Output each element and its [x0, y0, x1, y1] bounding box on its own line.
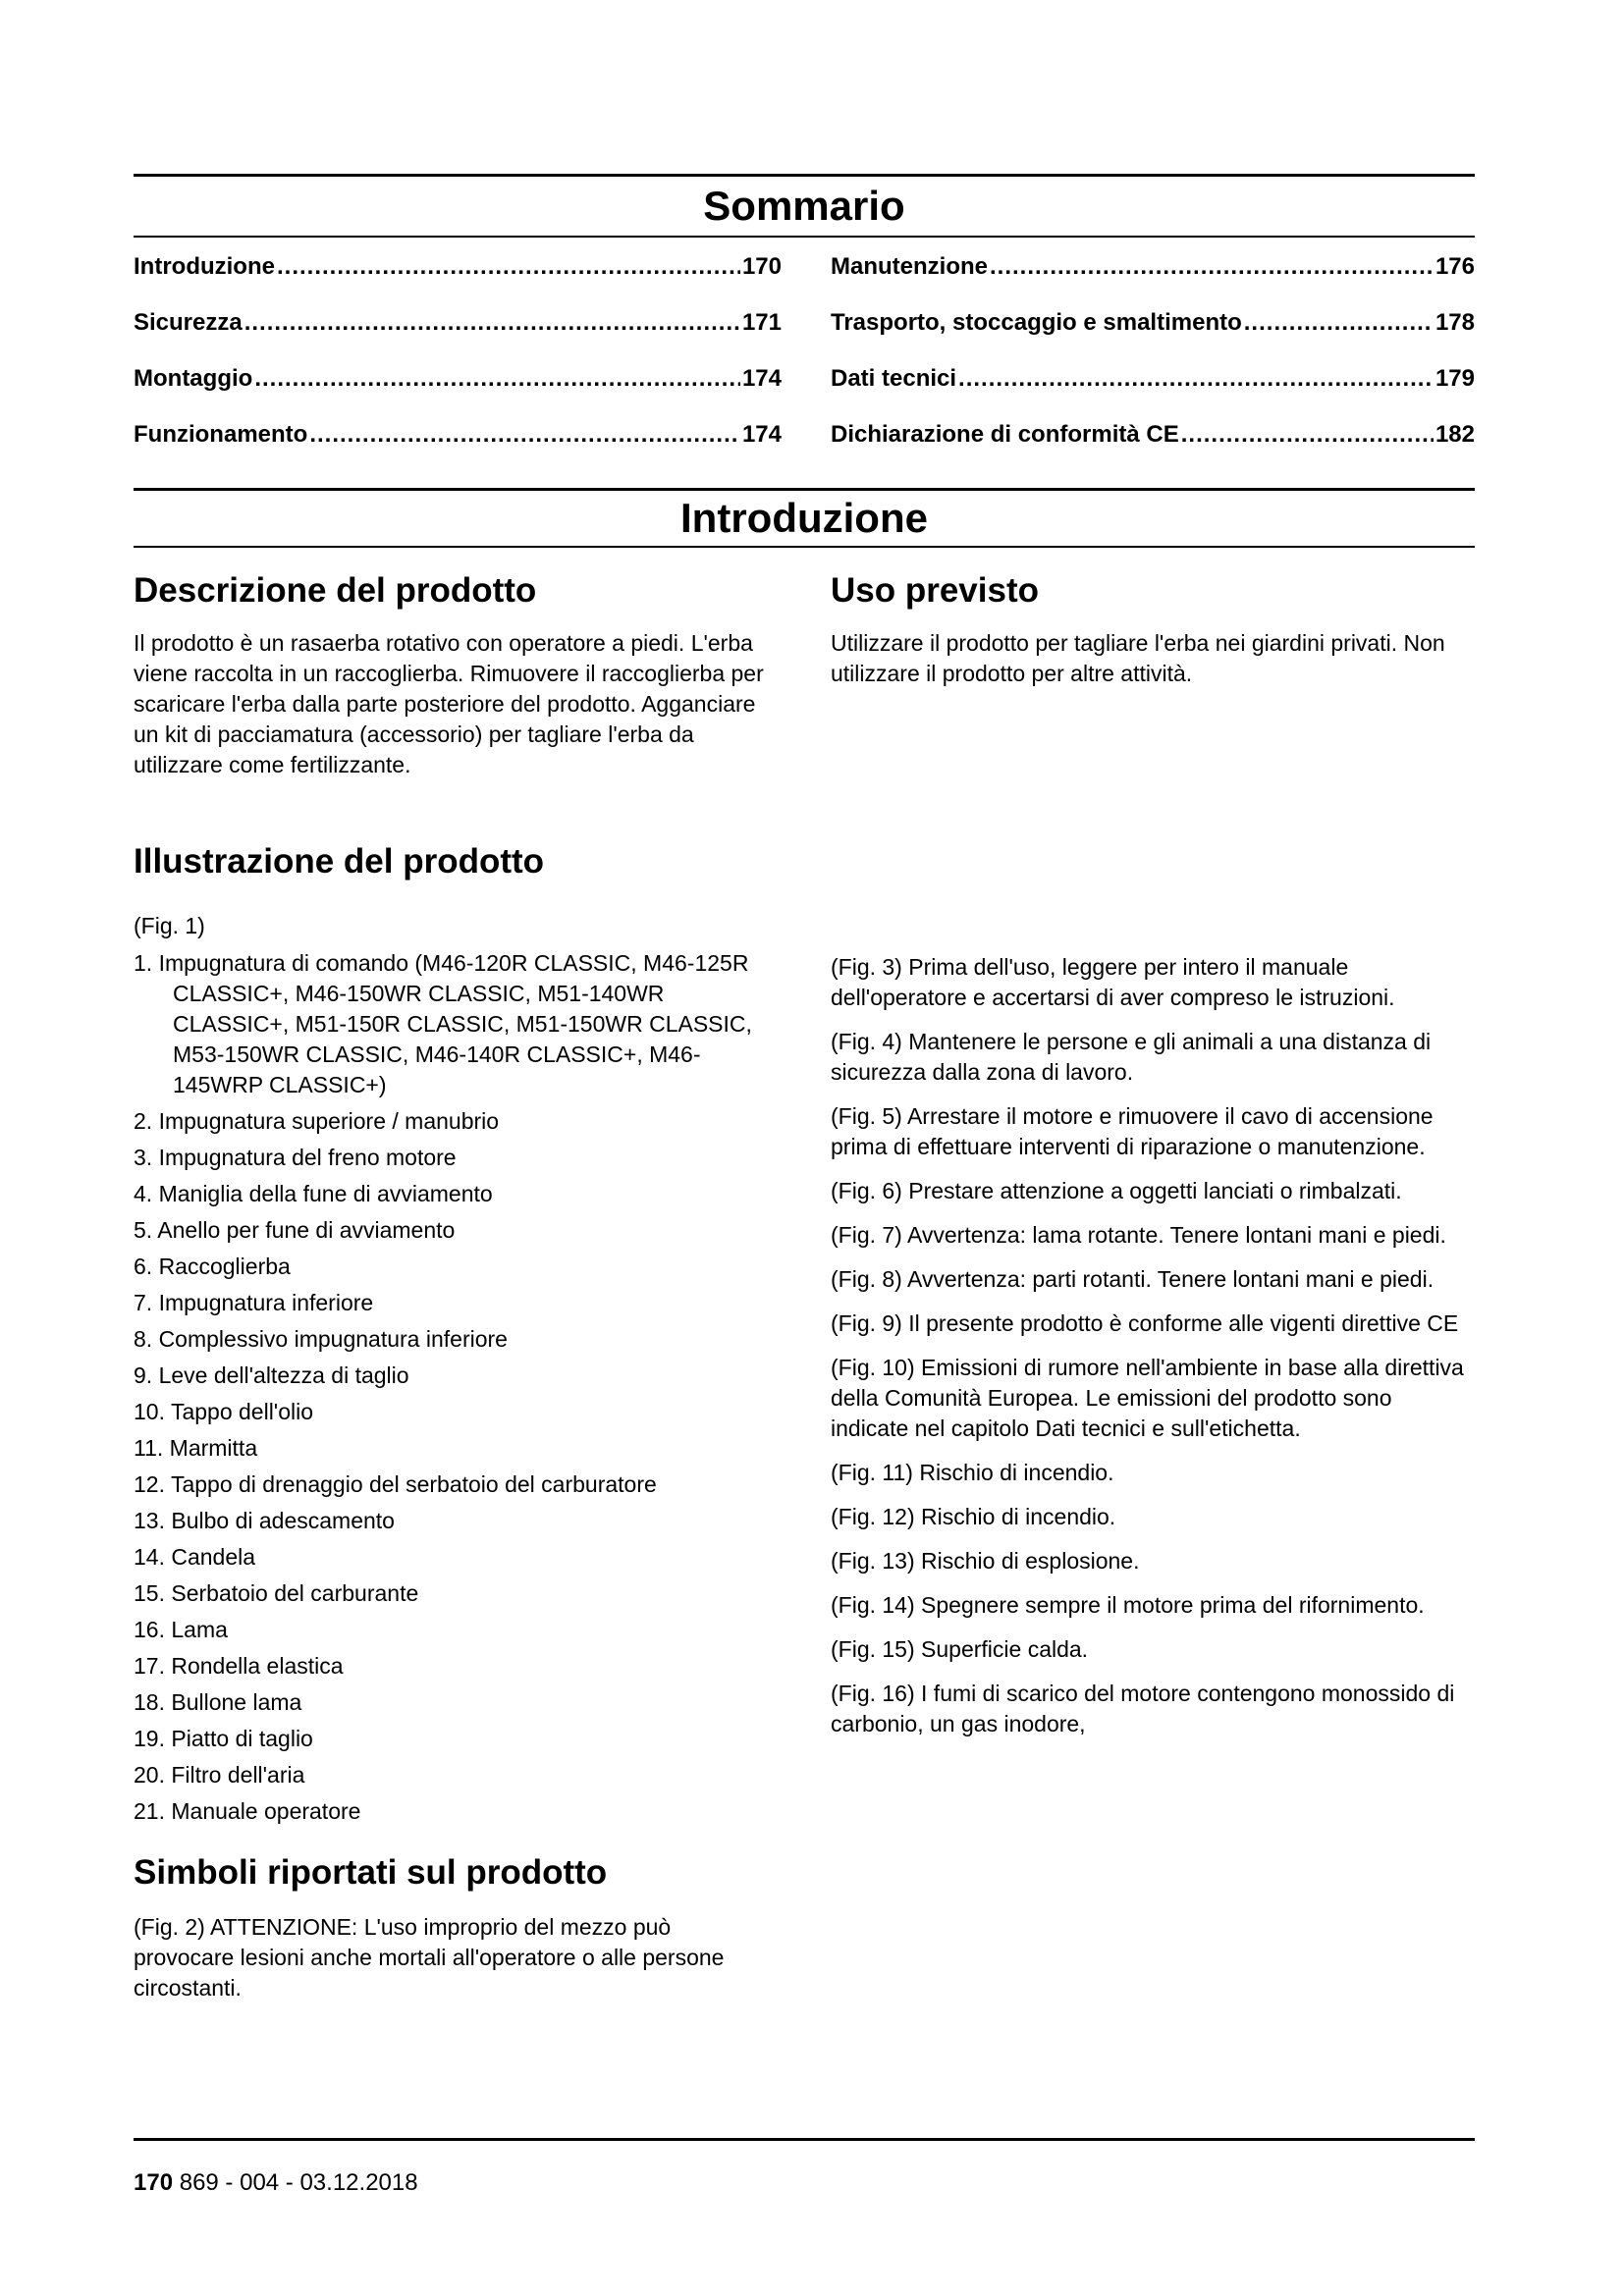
symbol-entry: [831, 952, 1475, 1013]
toc-label: Manutenzione: [831, 253, 988, 280]
footer-rule: [134, 2138, 1475, 2141]
symbol-fig-ref: (Fig. 13): [831, 1548, 915, 1574]
part-item: 2. Impugnatura superiore / manubrio: [134, 1108, 500, 1134]
intro-title: Introduzione: [680, 495, 928, 541]
symbol-entry: [831, 1590, 1475, 1621]
page-footer: [134, 2169, 418, 2197]
illustration-heading: Illustrazione del prodotto: [134, 842, 545, 881]
symbol-fig-ref: (Fig. 9): [831, 1310, 902, 1336]
part-item: 11. Marmitta: [134, 1435, 258, 1461]
toc-leader: [254, 365, 740, 393]
toc-page: 179: [1435, 365, 1475, 392]
toc-label: Sicurezza: [134, 309, 243, 336]
symbol-entry: [831, 1220, 1475, 1251]
symbol-fig-ref: (Fig. 2): [134, 1914, 205, 1940]
part-item: 5. Anello per fune di avviamento: [134, 1217, 456, 1243]
description-text: Il prodotto è un rasaerba rotativo con operatore a piedi. L'erba viene raccolta in un raccoglierba. Rimuovere il raccoglierba per scaricare l'erba dalla parte posteriore del prodotto. Agganciare un kit di pacciamatura (accessorio) per tagliare l'erba da utilizzare come fertilizzante.: [134, 630, 764, 777]
toc-leader: [1244, 309, 1434, 337]
symbols-heading: Simboli riportati sul prodotto: [134, 1853, 608, 1892]
symbol-entry: [831, 1027, 1475, 1088]
symbol-fig-ref: (Fig. 14): [831, 1592, 915, 1618]
toc-entry[interactable]: [134, 365, 782, 421]
symbol-text: Emissioni di rumore nell'ambiente in base alla direttiva della Comunità Europea. Le emissioni del prodotto sono indicate nel capitolo Dati tecnici e sull'etichetta.: [831, 1355, 1464, 1441]
toc-entry[interactable]: [831, 253, 1475, 309]
symbol-text: Superficie calda.: [921, 1636, 1089, 1662]
description-heading: Descrizione del prodotto: [134, 571, 537, 610]
symbol-fig-ref: (Fig. 11): [831, 1460, 913, 1485]
symbol-fig-ref: (Fig. 6): [831, 1178, 902, 1203]
toc-label: Dichiarazione di conformità CE: [831, 421, 1179, 448]
symbol-text: Rischio di incendio.: [921, 1504, 1116, 1529]
part-item: 18. Bullone lama: [134, 1689, 302, 1715]
part-item: 20. Filtro dell'aria: [134, 1762, 305, 1788]
part-item: 1. Impugnatura di comando (M46-120R CLASSIC, M46-125R CLASSIC+, M46-150WR CLASSIC, M51-140WR CLASSIC+, M51-150R CLASSIC, M51-150WR CLASSIC, M53-150WR CLASSIC, M46-140R CLASSIC+, M46-145WRP CLASSIC+): [134, 950, 752, 1097]
toc-leader: [990, 253, 1434, 281]
part-item: 9. Leve dell'altezza di taglio: [134, 1362, 409, 1388]
toc-label: Introduzione: [134, 253, 275, 280]
page-number: 170: [134, 2169, 174, 2196]
toc-entry[interactable]: [831, 421, 1475, 477]
symbol-entry: [831, 1264, 1475, 1295]
symbols-right-list: [831, 952, 1475, 1753]
toc-page: 176: [1435, 253, 1475, 280]
toc-label: Trasporto, stoccaggio e smaltimento: [831, 309, 1242, 336]
symbol-entry: [831, 1458, 1475, 1488]
toc-leader: [244, 309, 740, 337]
part-list: [134, 948, 762, 1833]
part-item: 19. Piatto di taglio: [134, 1726, 313, 1751]
symbol-text: Avvertenza: lama rotante. Tenere lontani mani e piedi.: [906, 1222, 1446, 1248]
part-item: 21. Manuale operatore: [134, 1798, 361, 1824]
toc-title: Sommario: [703, 183, 905, 229]
toc-label: Funzionamento: [134, 421, 308, 448]
toc-page: 182: [1435, 421, 1475, 448]
toc-leader: [1181, 421, 1434, 449]
symbol-fig-ref: (Fig. 7): [831, 1222, 902, 1248]
symbol-fig-ref: (Fig. 12): [831, 1504, 915, 1529]
symbol-fig-ref: (Fig. 15): [831, 1636, 915, 1662]
toc-left-column: [134, 253, 782, 477]
toc-entry[interactable]: [831, 365, 1475, 421]
symbol-entry: [831, 1634, 1475, 1665]
symbol-text: Arrestare il motore e rimuovere il cavo di accensione prima di effettuare interventi di riparazione o manutenzione.: [831, 1103, 1434, 1159]
part-item: 3. Impugnatura del freno motore: [134, 1145, 457, 1170]
toc-page: 174: [741, 365, 782, 392]
part-item: 13. Bulbo di adescamento: [134, 1508, 395, 1533]
toc-title-rule: [134, 236, 1475, 238]
symbol-entry: [831, 1679, 1475, 1739]
toc-leader: [309, 421, 740, 449]
toc-label: Dati tecnici: [831, 365, 957, 392]
toc-entry[interactable]: [134, 421, 782, 477]
toc-page: 174: [741, 421, 782, 448]
toc-leader: [277, 253, 740, 281]
symbol-entry: [831, 1502, 1475, 1532]
part-item: 17. Rondella elastica: [134, 1653, 344, 1679]
part-item: 14. Candela: [134, 1544, 256, 1570]
part-item: 6. Raccoglierba: [134, 1254, 291, 1279]
symbol-entry: [134, 1912, 752, 2003]
symbol-entry: [831, 1546, 1475, 1576]
toc-page: 170: [741, 253, 782, 280]
part-item: 10. Tappo dell'olio: [134, 1399, 314, 1424]
intended-use-text: Utilizzare il prodotto per tagliare l'erba nei giardini privati. Non utilizzare il prodotto per altre attività.: [831, 630, 1445, 686]
symbol-text: Il presente prodotto è conforme alle vigenti direttive CE: [908, 1310, 1459, 1336]
intro-title-rule: [134, 546, 1475, 548]
symbol-text: I fumi di scarico del motore contengono monossido di carbonio, un gas inodore,: [831, 1681, 1455, 1736]
toc-top-rule: [134, 174, 1475, 177]
symbol-text: ATTENZIONE: L'uso improprio del mezzo può provocare lesioni anche mortali all'operatore o alle persone circostanti.: [134, 1914, 725, 2001]
toc-right-column: [831, 253, 1475, 477]
symbol-text: Rischio di incendio.: [919, 1460, 1114, 1485]
part-item: 8. Complessivo impugnatura inferiore: [134, 1326, 508, 1352]
symbol-text: Avvertenza: parti rotanti. Tenere lontani mani e piedi.: [906, 1266, 1435, 1292]
symbol-text: Prima dell'uso, leggere per intero il manuale dell'operatore e accertarsi di aver compreso le istruzioni.: [831, 954, 1395, 1010]
symbol-fig-ref: (Fig. 5): [831, 1103, 902, 1129]
part-item: 7. Impugnatura inferiore: [134, 1290, 374, 1315]
symbol-fig-ref: (Fig. 16): [831, 1681, 915, 1706]
symbol-text: Spegnere sempre il motore prima del rifornimento.: [921, 1592, 1425, 1618]
symbol-fig-ref: (Fig. 3): [831, 954, 902, 980]
part-item: 12. Tappo di drenaggio del serbatoio del carburatore: [134, 1471, 657, 1497]
intro-top-rule: [134, 488, 1475, 491]
intended-use-heading: Uso previsto: [831, 571, 1039, 610]
symbol-fig-ref: (Fig. 10): [831, 1355, 915, 1380]
part-item: 4. Maniglia della fune di avviamento: [134, 1181, 493, 1206]
toc-label: Montaggio: [134, 365, 253, 392]
toc-entry[interactable]: [134, 309, 782, 365]
symbol-text: Mantenere le persone e gli animali a una distanza di sicurezza dalla zona di lavoro.: [831, 1029, 1432, 1085]
document-code: 869 - 004 - 03.12.2018: [179, 2169, 418, 2196]
symbol-fig-ref: (Fig. 8): [831, 1266, 902, 1292]
toc-entry[interactable]: [134, 253, 782, 309]
toc-page: 171: [741, 309, 782, 336]
part-item: 16. Lama: [134, 1617, 228, 1642]
symbol-text: Prestare attenzione a oggetti lanciati o rimbalzati.: [908, 1178, 1402, 1203]
symbol-entry: [831, 1176, 1475, 1206]
illustration-fig-ref: (Fig. 1): [134, 913, 205, 938]
symbol-fig-ref: (Fig. 4): [831, 1029, 902, 1054]
symbol-entry: [831, 1308, 1475, 1339]
symbol-entry: [831, 1353, 1475, 1444]
symbol-entry: [831, 1101, 1475, 1162]
toc-leader: [958, 365, 1434, 393]
part-item: 15. Serbatoio del carburante: [134, 1580, 419, 1606]
toc-page: 178: [1435, 309, 1475, 336]
toc-entry[interactable]: [831, 309, 1475, 365]
symbol-text: Rischio di esplosione.: [921, 1548, 1140, 1574]
